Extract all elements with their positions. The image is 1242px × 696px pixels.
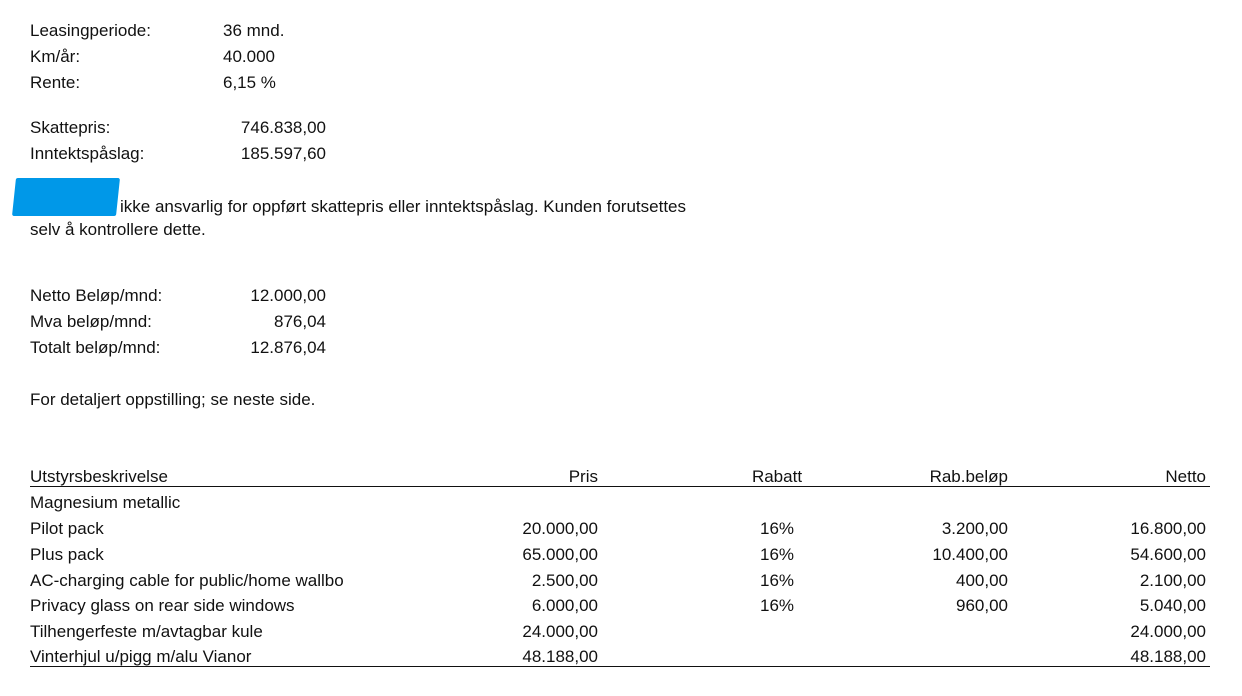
tax-price-label: Skattepris: — [30, 118, 111, 137]
total-amount-value: 12.876,04 — [250, 338, 326, 357]
row-price: 65.000,00 — [522, 545, 598, 564]
row-discount: 16% — [759, 519, 795, 538]
row-price: 2.500,00 — [531, 571, 598, 590]
vat-amount-label: Mva beløp/mnd: — [30, 312, 152, 331]
income-surcharge-label: Inntektspåslag: — [30, 144, 145, 163]
header-net: Netto — [1165, 467, 1206, 486]
row-net: 5.040,00 — [1139, 596, 1206, 615]
net-amount-value: 12.000,00 — [250, 286, 326, 305]
leasing-period-value: 36 mnd. — [223, 21, 285, 40]
row-price: 48.188,00 — [522, 647, 598, 666]
redaction-mark — [12, 178, 120, 216]
row-description: AC-charging cable for public/home wallbo — [30, 571, 344, 590]
row-description: Pilot pack — [30, 519, 104, 538]
interest-rate-label: Rente: — [30, 73, 81, 92]
interest-rate-value: 6,15 % — [223, 73, 276, 92]
km-per-year-value: 40.000 — [223, 47, 275, 66]
leasing-period-label: Leasingperiode: — [30, 21, 151, 40]
row-description: Privacy glass on rear side windows — [30, 596, 295, 615]
row-net: 2.100,00 — [1139, 571, 1206, 590]
row-description: Tilhengerfeste m/avtagbar kule — [30, 622, 263, 641]
income-surcharge-value: 185.597,60 — [240, 144, 326, 163]
header-price: Pris — [568, 467, 598, 486]
row-net: 24.000,00 — [1130, 622, 1206, 641]
header-discount-amount: Rab.beløp — [929, 467, 1008, 486]
details-note: For detaljert oppstilling; se neste side. — [30, 390, 316, 409]
row-discount-amount: 3.200,00 — [941, 519, 1008, 538]
header-description: Utstyrsbeskrivelse — [30, 467, 168, 486]
row-discount: 16% — [759, 545, 795, 564]
tax-price-value: 746.838,00 — [240, 118, 326, 137]
row-discount-amount: 400,00 — [956, 571, 1008, 590]
disclaimer-line-1: ikke ansvarlig for oppført skattepris eller inntektspåslag. Kunden forutsettes — [120, 197, 687, 216]
table-header-divider — [30, 486, 1210, 487]
header-discount: Rabatt — [751, 467, 803, 486]
row-price: 6.000,00 — [531, 596, 598, 615]
row-discount-amount: 960,00 — [956, 596, 1008, 615]
row-discount: 16% — [759, 571, 795, 590]
row-description: Magnesium metallic — [30, 493, 181, 512]
total-amount-label: Totalt beløp/mnd: — [30, 338, 161, 357]
net-amount-label: Netto Beløp/mnd: — [30, 286, 163, 305]
table-bottom-divider — [30, 666, 1210, 667]
row-net: 48.188,00 — [1130, 647, 1206, 666]
row-price: 24.000,00 — [522, 622, 598, 641]
row-discount-amount: 10.400,00 — [932, 545, 1008, 564]
row-net: 16.800,00 — [1130, 519, 1206, 538]
row-description: Vinterhjul u/pigg m/alu Vianor — [30, 647, 252, 666]
row-net: 54.600,00 — [1130, 545, 1206, 564]
km-per-year-label: Km/år: — [30, 47, 81, 66]
row-description: Plus pack — [30, 545, 104, 564]
vat-amount-value: 876,04 — [274, 312, 326, 331]
row-discount: 16% — [759, 596, 795, 615]
row-price: 20.000,00 — [522, 519, 598, 538]
disclaimer-line-2: selv å kontrollere dette. — [30, 220, 206, 239]
